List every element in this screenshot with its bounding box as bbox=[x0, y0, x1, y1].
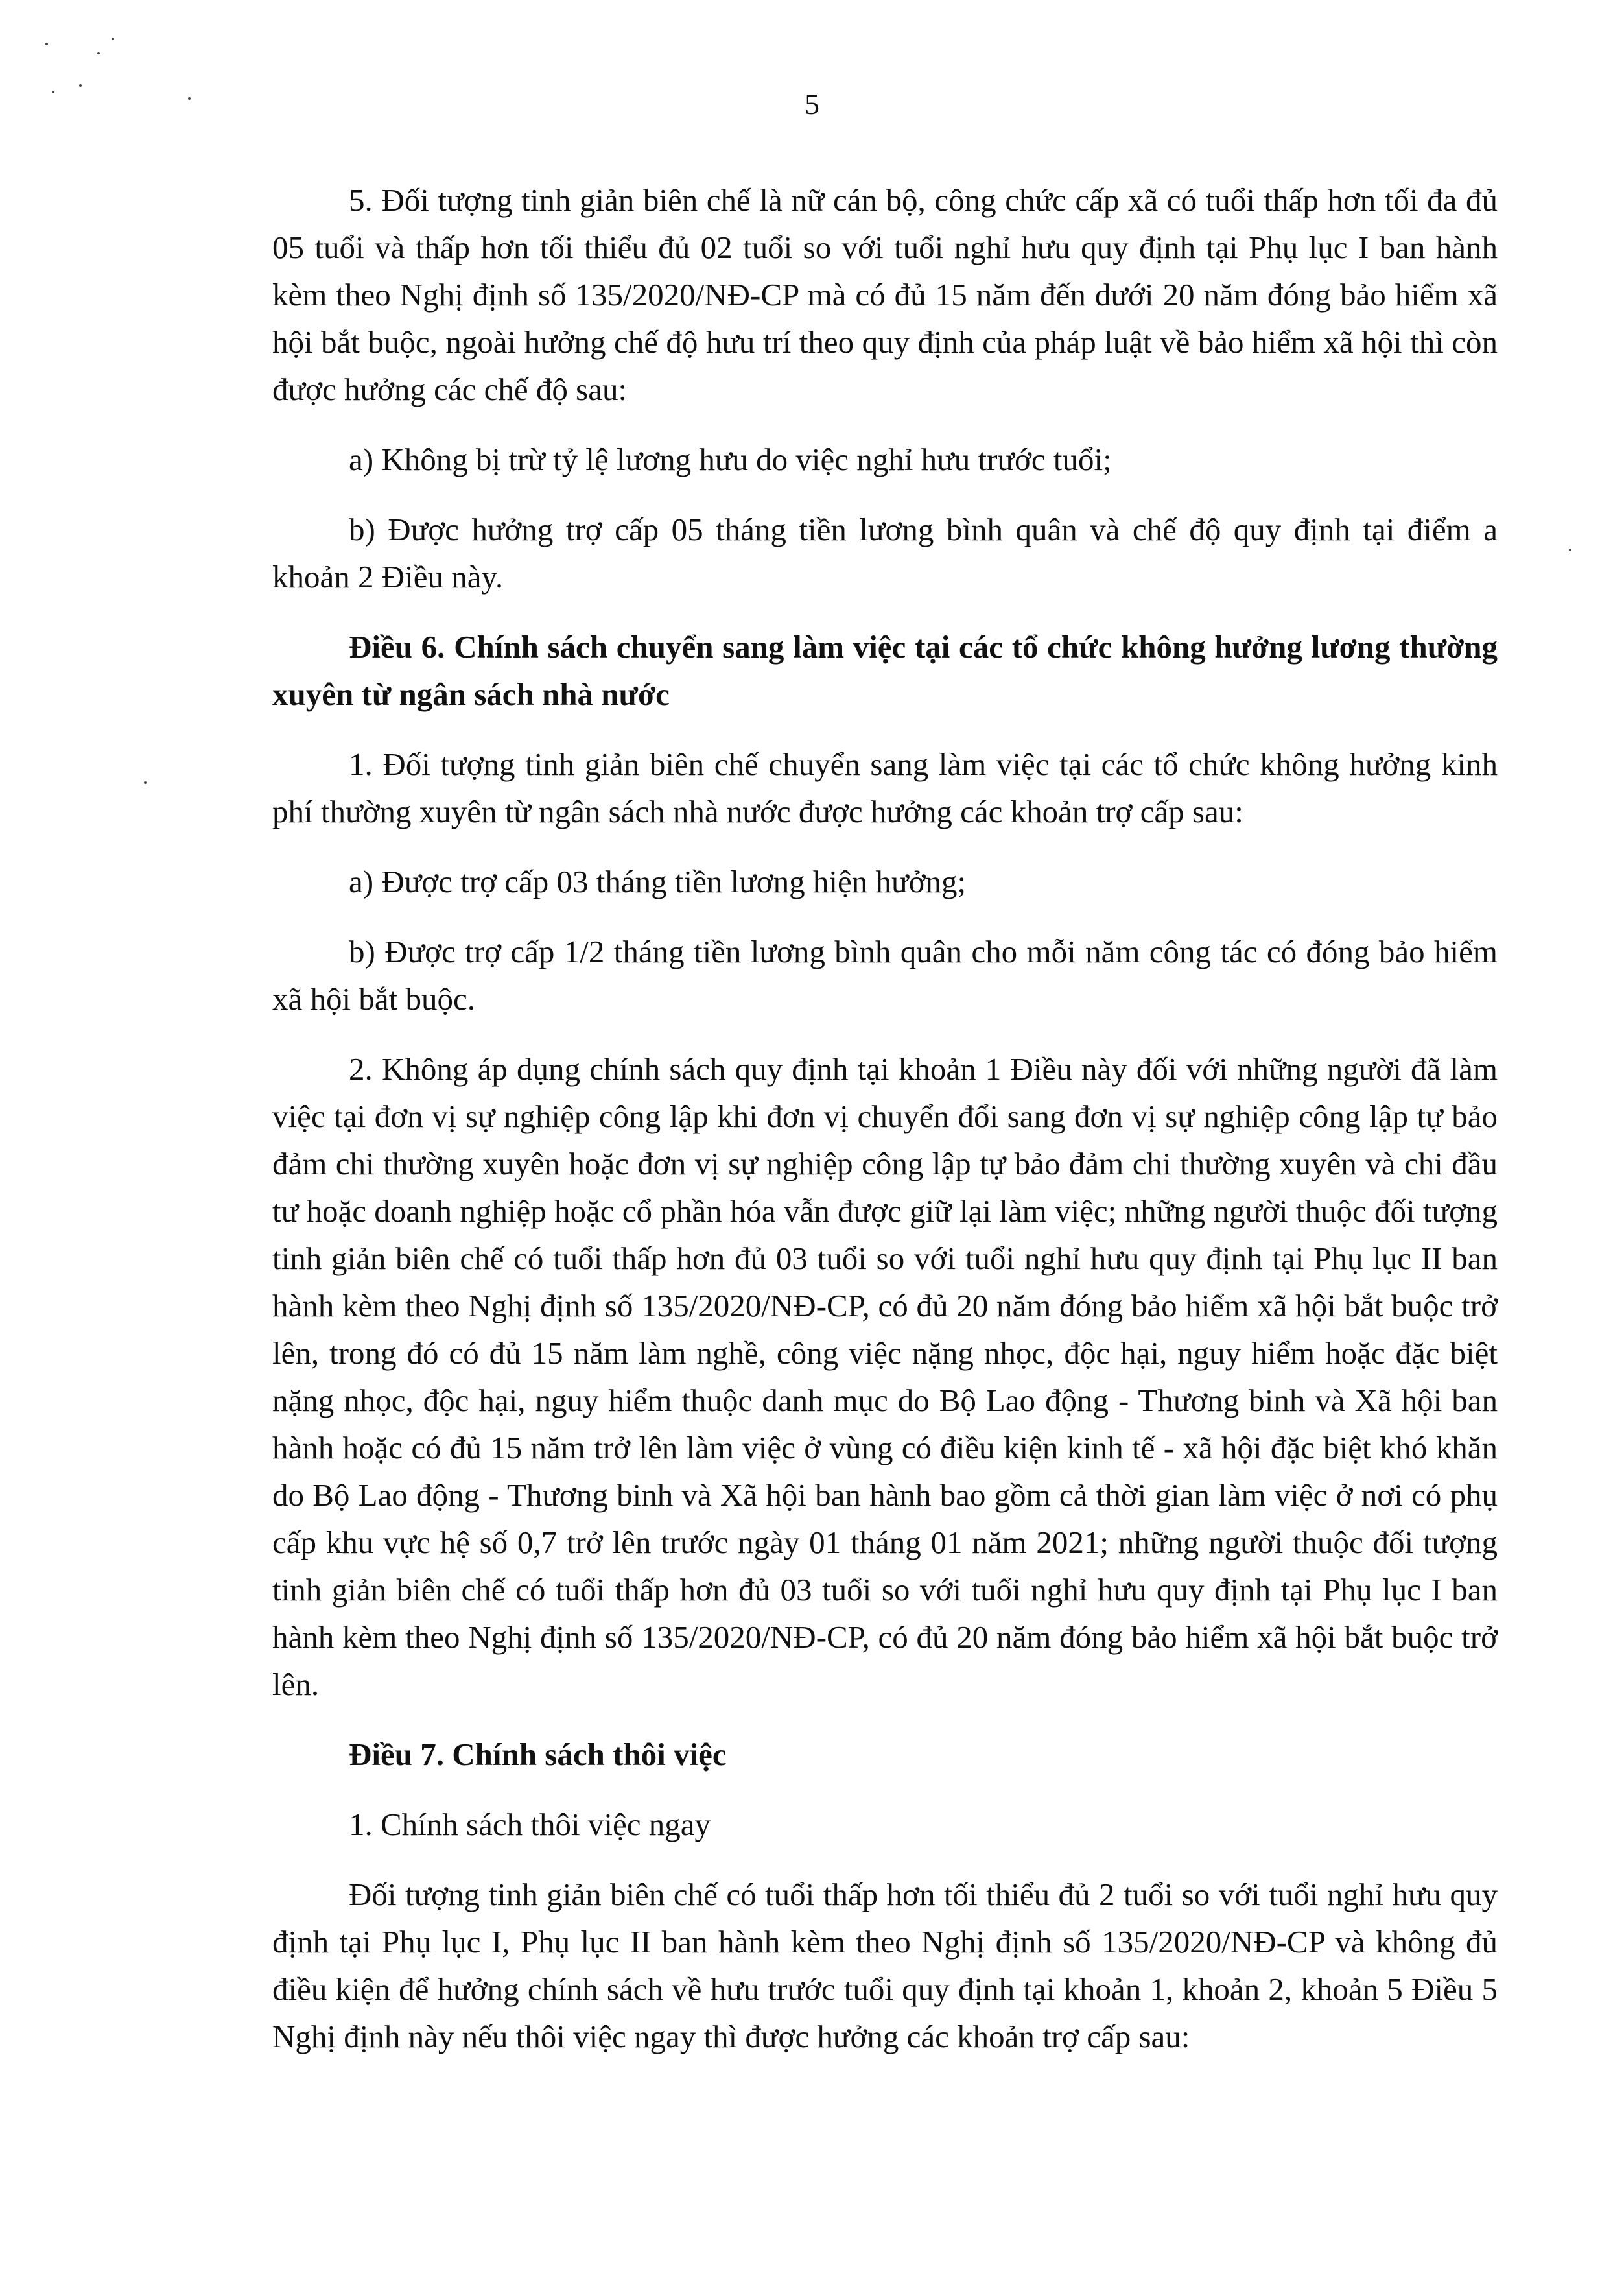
article5-point-b: b) Được hưởng trợ cấp 05 tháng tiền lương bình quân và chế độ quy định tại điểm a khoản 2 Điều này. bbox=[272, 512, 1498, 595]
scan-speck bbox=[45, 43, 48, 45]
article6-point-b: b) Được trợ cấp 1/2 tháng tiền lương bình quân cho mỗi năm công tác có đóng bảo hiểm xã hội bắt buộc. bbox=[272, 934, 1498, 1017]
article5-point-a: a) Không bị trừ tỷ lệ lương hưu do việc nghỉ hưu trước tuổi; bbox=[349, 442, 1112, 477]
document-body bbox=[272, 176, 1498, 2083]
article6-clause2: 2. Không áp dụng chính sách quy định tại khoản 1 Điều này đối với những người đã làm việc tại đơn vị sự nghiệp công lập khi đơn vị chuyển đổi sang đơn vị sự nghiệp công lập tự bảo đảm chi thường xuyên hoặc đơn vị sự nghiệp công lập tự bảo đảm chi thường xuyên và chi đầu tư hoặc doanh nghiệp hoặc cổ phần hóa vẫn được giữ lại làm việc; những người thuộc đối tượng tinh giản biên chế có tuổi thấp hơn đủ 03 tuổi so với tuổi nghỉ hưu quy định tại Phụ lục II ban hành kèm theo Nghị định số 135/2020/NĐ-CP, có đủ 20 năm đóng bảo hiểm xã hội bắt buộc trở lên, trong đó có đủ 15 năm làm nghề, công việc nặng nhọc, độc hại, nguy hiểm hoặc đặc biệt nặng nhọc, độc hại, nguy hiểm thuộc danh mục do Bộ Lao động - Thương binh và Xã hội ban hành hoặc có đủ 15 năm trở lên làm việc ở vùng có điều kiện kinh tế - xã hội đặc biệt khó khăn do Bộ Lao động - Thương binh và Xã hội ban hành bao gồm cả thời gian làm việc ở nơi có phụ cấp khu vực hệ số 0,7 trở lên trước ngày 01 tháng 01 năm 2021; những người thuộc đối tượng tinh giản biên chế có tuổi thấp hơn đủ 03 tuổi so với tuổi nghỉ hưu quy định tại Phụ lục I ban hành kèm theo Nghị định số 135/2020/NĐ-CP, có đủ 20 năm đóng bảo hiểm xã hội bắt buộc trở lên. bbox=[272, 1051, 1498, 1702]
scan-speck bbox=[97, 52, 100, 54]
scan-speck bbox=[79, 84, 82, 87]
scan-speck bbox=[112, 38, 114, 40]
article7-title: Điều 7. Chính sách thôi việc bbox=[349, 1737, 727, 1772]
scan-speck bbox=[1569, 549, 1571, 551]
article6-title: Điều 6. Chính sách chuyển sang làm việc tại các tổ chức không hưởng lương thường xuyên từ ngân sách nhà nước bbox=[272, 629, 1498, 712]
article6-clause1: 1. Đối tượng tinh giản biên chế chuyển sang làm việc tại các tổ chức không hưởng kinh phí thường xuyên từ ngân sách nhà nước được hưởng các khoản trợ cấp sau: bbox=[272, 746, 1498, 829]
article7-clause1-title: 1. Chính sách thôi việc ngay bbox=[349, 1807, 711, 1842]
page-number: 5 bbox=[805, 88, 819, 121]
scan-speck bbox=[144, 781, 147, 784]
article7-clause1-body: Đối tượng tinh giản biên chế có tuổi thấp hơn tối thiểu đủ 2 tuổi so với tuổi nghỉ hưu quy định tại Phụ lục I, Phụ lục II ban hành kèm theo Nghị định số 135/2020/NĐ-CP và không đủ điều kiện để hưởng chính sách về hưu trước tuổi quy định tại khoản 1, khoản 2, khoản 5 Điều 5 Nghị định này nếu thôi việc ngay thì được hưởng các khoản trợ cấp sau: bbox=[272, 1877, 1498, 2054]
article5-clause5: 5. Đối tượng tinh giản biên chế là nữ cán bộ, công chức cấp xã có tuổi thấp hơn tối đa đủ 05 tuổi và thấp hơn tối thiểu đủ 02 tuổi so với tuổi nghỉ hưu quy định tại Phụ lục I ban hành kèm theo Nghị định số 135/2020/NĐ-CP mà có đủ 15 năm đến dưới 20 năm đóng bảo hiểm xã hội bắt buộc, ngoài hưởng chế độ hưu trí theo quy định của pháp luật về bảo hiểm xã hội thì còn được hưởng các chế độ sau: bbox=[272, 182, 1498, 407]
article6-point-a: a) Được trợ cấp 03 tháng tiền lương hiện hưởng; bbox=[349, 864, 967, 899]
